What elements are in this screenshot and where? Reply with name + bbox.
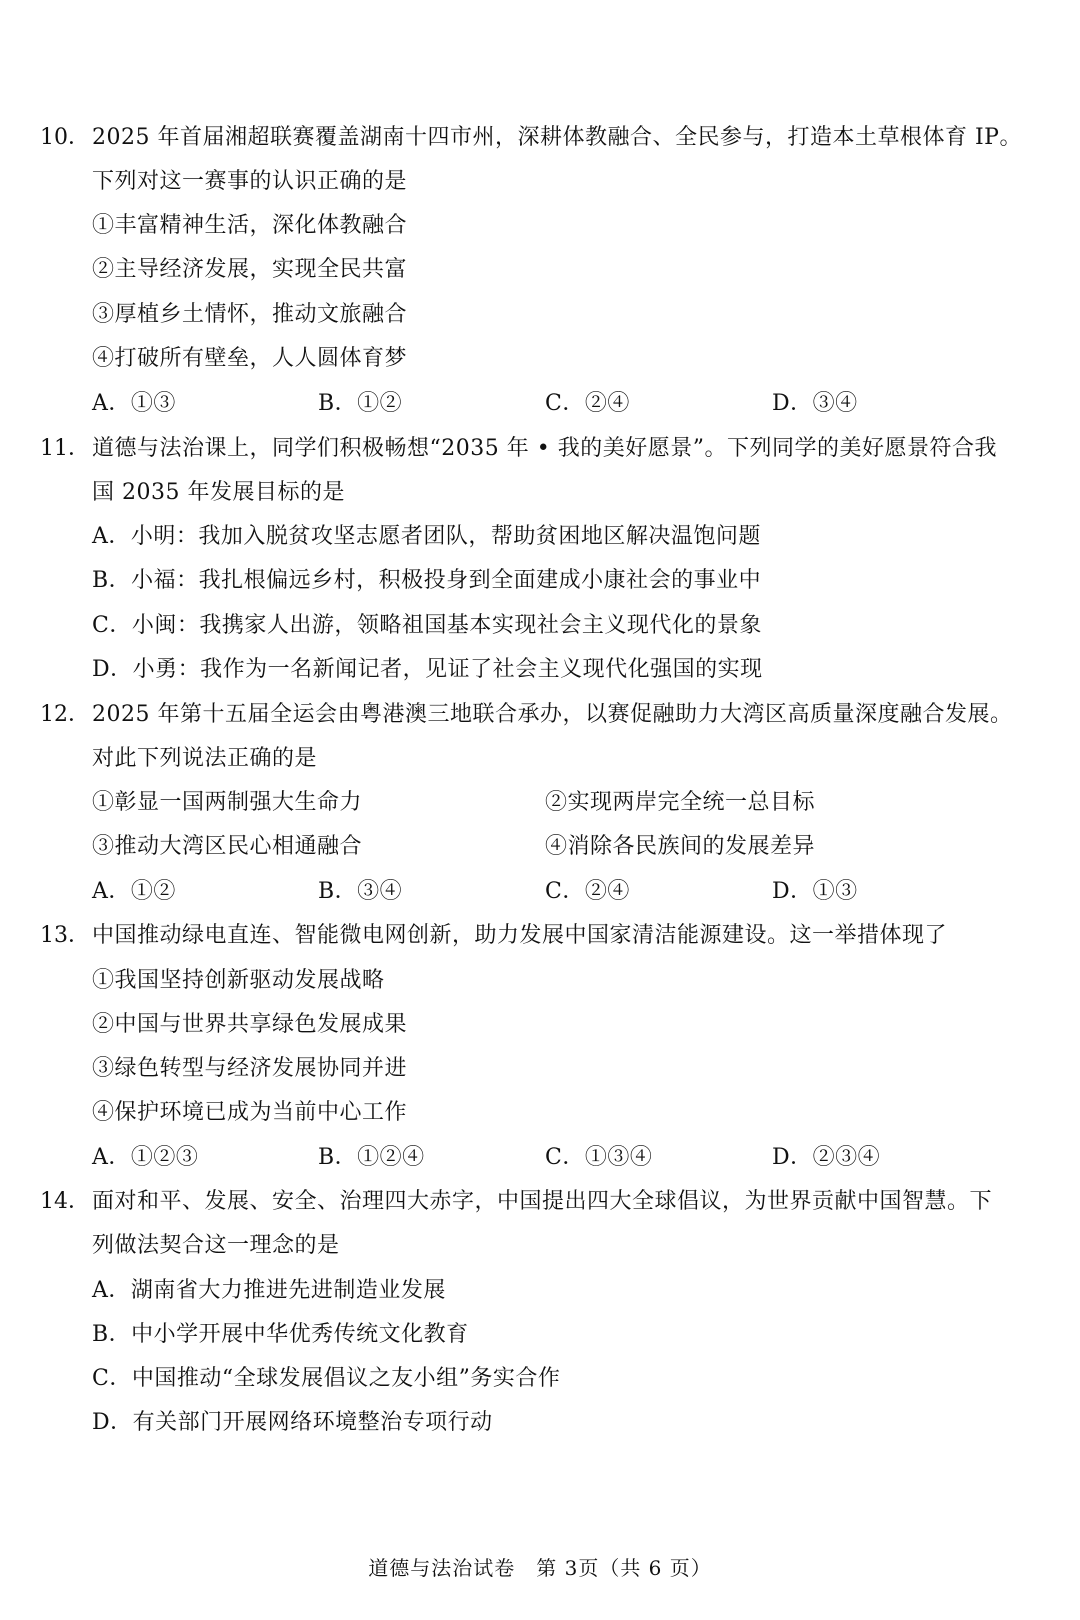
choice-b: B．①②④: [318, 1145, 425, 1170]
statement: ③厚植乡土情怀，推动文旅融合: [92, 302, 408, 327]
question-number: 13．: [40, 923, 90, 948]
choice-c: C．②④: [545, 879, 630, 904]
statement: ④打破所有壁垒，人人圆体育梦: [92, 346, 408, 371]
question-stem-line: 对此下列说法正确的是: [92, 746, 318, 771]
statement: ②中国与世界共享绿色发展成果: [92, 1012, 408, 1037]
choice-b: B．小福：我扎根偏远乡村，积极投身到全面建成小康社会的事业中: [92, 568, 762, 593]
choice-b: B．①②: [318, 391, 403, 416]
choice-d: D．③④: [772, 391, 858, 416]
choice-a: A．①③: [92, 391, 176, 416]
question-stem-line: 道德与法治课上，同学们积极畅想“2035 年 • 我的美好愿景”。下列同学的美好愿景符合我: [92, 436, 997, 461]
statement: ②主导经济发展，实现全民共富: [92, 257, 408, 282]
choice-d: D．有关部门开展网络环境整治专项行动: [92, 1410, 493, 1435]
question-stem-line: 列做法契合这一理念的是: [92, 1233, 340, 1258]
question-stem-line: 中国推动绿电直连、智能微电网创新，助力发展中国家清洁能源建设。这一举措体现了: [92, 923, 948, 948]
choice-d: D．②③④: [772, 1145, 881, 1170]
choice-b: B．③④: [318, 879, 403, 904]
question-stem-line: 2025 年第十五届全运会由粤港澳三地联合承办，以赛促融助力大湾区高质量深度融合发展。: [92, 702, 1013, 727]
question-stem-line: 国 2035 年发展目标的是: [92, 480, 345, 505]
question-stem-line: 2025 年首届湘超联赛覆盖湖南十四市州，深耕体教融合、全民参与，打造本土草根体育 IP。: [92, 125, 1022, 150]
question-number: 14．: [40, 1189, 90, 1214]
statement: ③推动大湾区民心相通融合: [92, 834, 363, 859]
statement: ②实现两岸完全统一总目标: [545, 790, 816, 815]
question-number: 11．: [40, 436, 90, 461]
question-number: 10．: [40, 125, 90, 150]
choice-a: A．湖南省大力推进先进制造业发展: [92, 1278, 446, 1303]
statement: ③绿色转型与经济发展协同并进: [92, 1056, 408, 1081]
choice-a: A．①②③: [92, 1145, 199, 1170]
choice-c: C．小闽：我携家人出游，领略祖国基本实现社会主义现代化的景象: [92, 613, 762, 638]
statement: ①彰显一国两制强大生命力: [92, 790, 363, 815]
choice-d: D．小勇：我作为一名新闻记者，见证了社会主义现代化强国的实现: [92, 657, 763, 682]
choice-a: A．小明：我加入脱贫攻坚志愿者团队，帮助贫困地区解决温饱问题: [92, 524, 761, 549]
choice-c: C．②④: [545, 391, 630, 416]
choice-d: D．①③: [772, 879, 858, 904]
choice-c: C．①③④: [545, 1145, 653, 1170]
choice-c: C．中国推动“全球发展倡议之友小组”务实合作: [92, 1366, 561, 1391]
statement: ①我国坚持创新驱动发展战略: [92, 968, 385, 993]
question-stem-line: 下列对这一赛事的认识正确的是: [92, 169, 408, 194]
statement: ①丰富精神生活，深化体教融合: [92, 213, 408, 238]
question-stem-line: 面对和平、发展、安全、治理四大赤字，中国提出四大全球倡议，为世界贡献中国智慧。下: [92, 1189, 993, 1214]
choice-b: B．中小学开展中华优秀传统文化教育: [92, 1322, 469, 1347]
statement: ④消除各民族间的发展差异: [545, 834, 816, 859]
page-footer: 道德与法治试卷 第 3页（共 6 页）: [368, 1556, 712, 1580]
question-number: 12．: [40, 702, 90, 727]
choice-a: A．①②: [92, 879, 176, 904]
statement: ④保护环境已成为当前中心工作: [92, 1100, 408, 1125]
